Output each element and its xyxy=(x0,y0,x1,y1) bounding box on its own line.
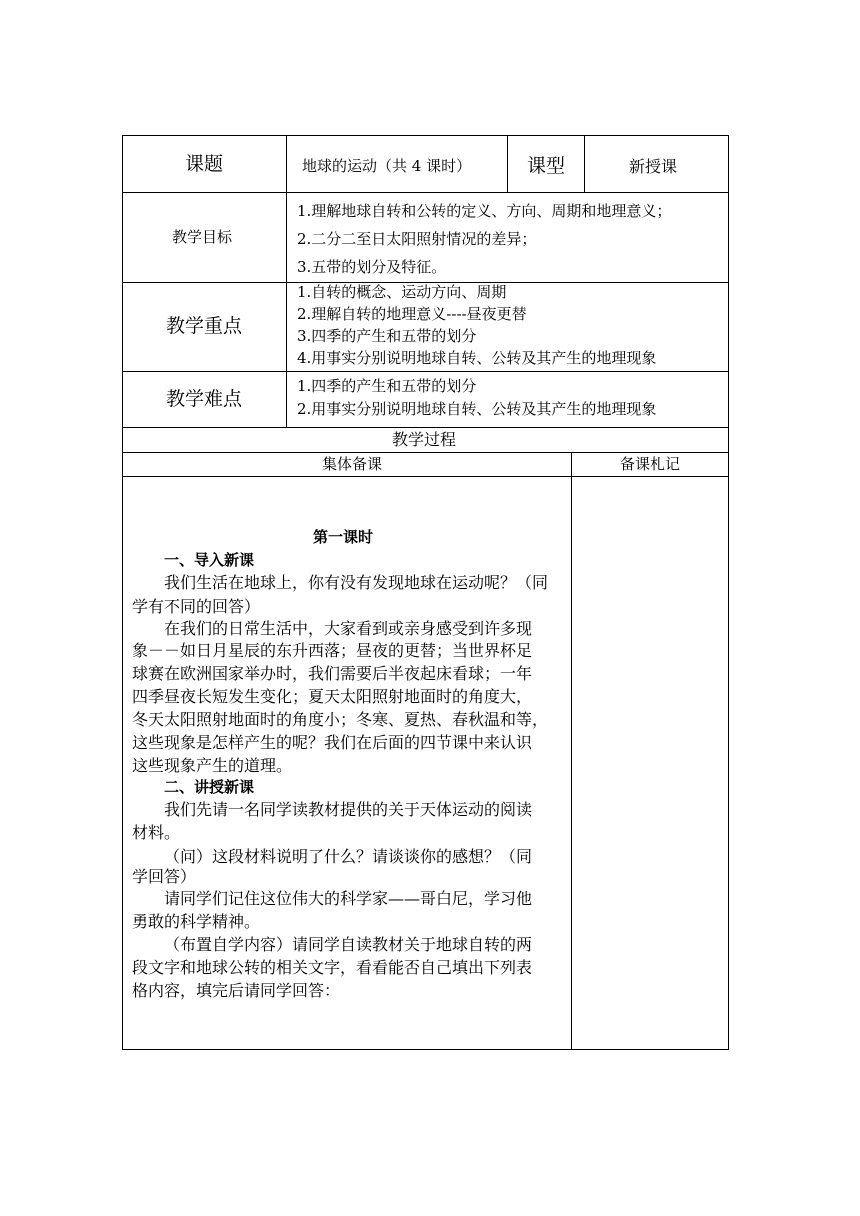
section-heading: 二、讲授新课 xyxy=(164,778,255,796)
paragraph-line: （问）这段材料说明了什么？请谈谈你的感想？（同 xyxy=(164,847,533,866)
difficulties-label: 教学难点 xyxy=(166,388,243,410)
row-divider xyxy=(122,427,729,428)
type-label: 课型 xyxy=(527,155,566,177)
key-point-item: 2.理解自转的地理意义----昼夜更替 xyxy=(297,305,527,323)
paragraph-line: 我们生活在地球上，你有没有发现地球在运动呢？（同 xyxy=(164,573,549,592)
paragraph-line: 我们先请一名同学读教材提供的关于天体运动的阅读 xyxy=(164,800,533,819)
objective-item: 3.五带的划分及特征。 xyxy=(297,258,447,276)
paragraph-line: 格内容，填完后请同学回答： xyxy=(132,981,341,1000)
key-point-item: 3.四季的产生和五带的划分 xyxy=(297,327,477,345)
col-divider xyxy=(571,452,572,1049)
paragraph-line: 学回答） xyxy=(132,867,197,886)
paragraph-line: 学有不同的回答） xyxy=(132,597,261,616)
process-title: 教学过程 xyxy=(392,430,457,449)
paragraph-line: 材料。 xyxy=(132,823,181,842)
row-divider xyxy=(122,452,729,453)
subject-label: 课题 xyxy=(185,153,224,175)
type-value: 新授课 xyxy=(629,157,678,176)
paragraph-line: 这些现象是怎样产生的呢？我们在后面的四节课中来认识 xyxy=(132,733,533,752)
paragraph-line: 象－－如日月星辰的东升西落；昼夜的更替；当世界杯足 xyxy=(132,641,533,660)
table-border-right xyxy=(728,135,729,1050)
difficulty-item: 2.用事实分别说明地球自转、公转及其产生的地理现象 xyxy=(297,400,657,418)
table-border-bottom xyxy=(122,1049,729,1050)
paragraph-line: 请同学们记住这位伟大的科学家——哥白尼，学习他 xyxy=(164,889,533,908)
section-heading: 一、导入新课 xyxy=(164,551,255,569)
subject-value: 地球的运动（共 4 课时） xyxy=(302,157,472,175)
key-points-label: 教学重点 xyxy=(166,315,243,337)
objective-item: 1.理解地球自转和公转的定义、方向、周期和地理意义； xyxy=(297,202,672,220)
prep-notes-header: 备课札记 xyxy=(620,455,681,473)
key-point-item: 1.自转的概念、运动方向、周期 xyxy=(297,283,507,301)
paragraph-line: 在我们的日常生活中，大家看到或亲身感受到许多现 xyxy=(164,619,533,638)
table-border-top xyxy=(122,135,729,136)
objective-item: 2.二分二至日太阳照射情况的差异； xyxy=(297,230,537,248)
paragraph-line: 四季昼夜长短发生变化；夏天太阳照射地面时的角度大， xyxy=(132,687,533,706)
paragraph-line: 球赛在欧洲国家举办时，我们需要后半夜起床看球；一年 xyxy=(132,664,533,683)
paragraph-line: （布置自学内容）请同学自读教材关于地球自转的两 xyxy=(164,935,533,954)
table-border-left xyxy=(122,135,123,1050)
key-point-item: 4.用事实分别说明地球自转、公转及其产生的地理现象 xyxy=(297,349,657,367)
collective-prep-header: 集体备课 xyxy=(322,455,383,473)
paragraph-line: 段文字和地球公转的相关文字，看看能否自己填出下列表 xyxy=(132,958,533,977)
col-divider xyxy=(286,135,287,427)
objectives-label: 教学目标 xyxy=(172,228,233,246)
col-divider xyxy=(584,135,585,192)
col-divider xyxy=(507,135,508,192)
row-divider xyxy=(122,371,729,372)
paragraph-line: 冬天太阳照射地面时的角度小；冬寒、夏热、春秋温和等， xyxy=(132,710,549,729)
lesson-heading: 第一课时 xyxy=(313,528,374,546)
row-divider xyxy=(122,476,729,477)
row-divider xyxy=(122,192,729,193)
paragraph-line: 勇敢的科学精神。 xyxy=(132,912,261,931)
paragraph-line: 这些现象产生的道理。 xyxy=(132,756,293,775)
difficulty-item: 1.四季的产生和五带的划分 xyxy=(297,377,477,395)
